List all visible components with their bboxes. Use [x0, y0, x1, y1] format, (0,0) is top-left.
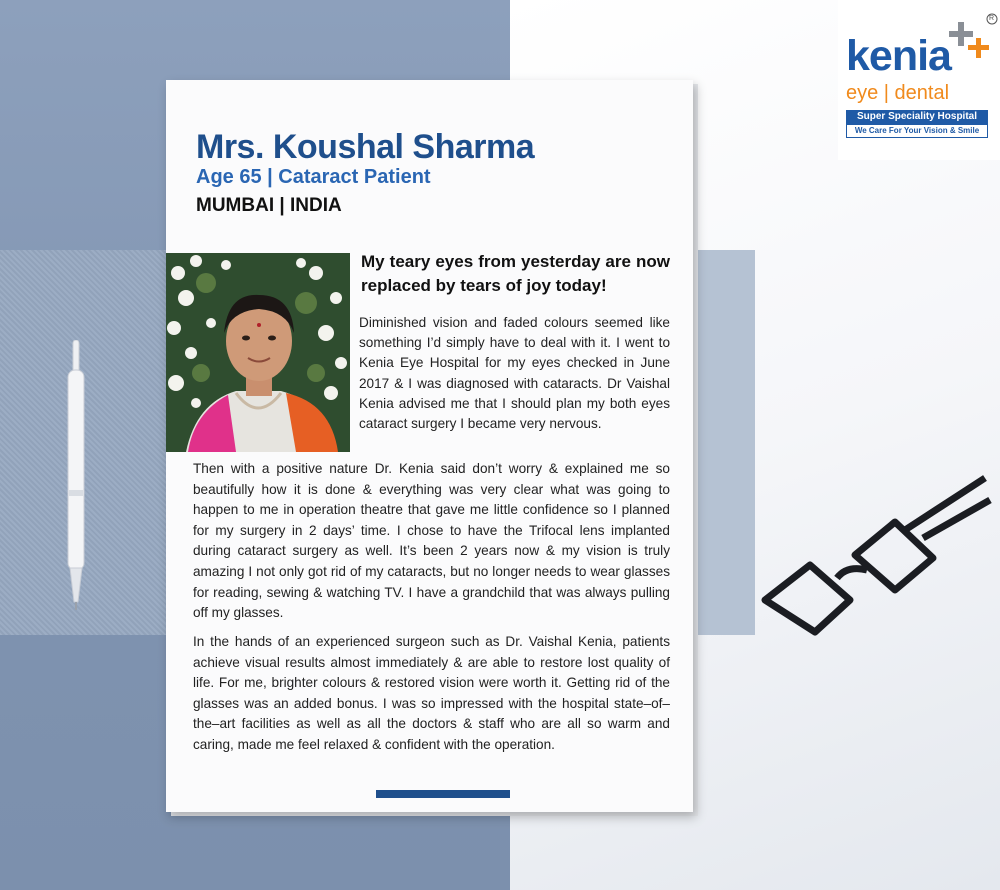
pen-illustration: [64, 340, 88, 610]
testimonial-paragraph-1: Diminished vision and faded colours seemed like something I’d simply have to deal with it. I went to Kenia Eye Hospital for my eyes checked in June 2017 & I was diagnosed with cataracts. Dr Vaishal Kenia advised me that I should plan my both eyes cataract surgery I became very nervous.: [359, 315, 670, 432]
patient-location: MUMBAI | INDIA: [196, 195, 342, 216]
hospital-logo: [838, 0, 1000, 160]
logo-tagline: Super Speciality Hospital: [846, 110, 988, 124]
patient-photo: [166, 253, 350, 452]
patient-name: Mrs. Koushal Sharma: [196, 128, 535, 166]
eyeglasses-illustration: [755, 460, 995, 640]
logo-brand: kenia: [846, 32, 951, 80]
patient-age: Age 65 | Cataract Patient: [196, 166, 431, 188]
logo-subtitle: eye | dental: [846, 82, 950, 104]
registered-mark: R: [989, 15, 995, 22]
notepad-edge: [690, 250, 755, 635]
testimonial-headline: My teary eyes from yesterday are now replaced by tears of joy today!: [361, 252, 670, 295]
footer-accent-bar: [376, 790, 510, 798]
testimonial-paragraph-3: In the hands of an experienced surgeon such as Dr. Vaishal Kenia, patients achieve visual results almost immediately & are able to restore lost quality of life. For me, brighter colours & restored vision were worth it. Getting rid of the glasses was an added bonus. I was so impressed with the hospital state–of–the–art facilities as well as all the doctors & staff who are all so warm and caring, made me feel relaxed & confident with the operation.: [193, 634, 670, 752]
testimonial-paragraph-2: Then with a positive nature Dr. Kenia said don’t worry & explained me so beautifully how it is done & everything was very clear what was going to happen to me in operation theatre that gave me little confidence so I planned for my surgery in 2 days’ time. I chose to have the Trifocal lens implanted during cataract surgery as well. It’s been 2 years now & my vision is truly amazing I not only got rid of my cataracts, but no longer needs to wear glasses for reading, sewing & watching TV. I have a grandchild that was always pulling off my glasses.: [193, 461, 670, 621]
logo-slogan: We Care For Your Vision & Smile: [846, 124, 988, 138]
